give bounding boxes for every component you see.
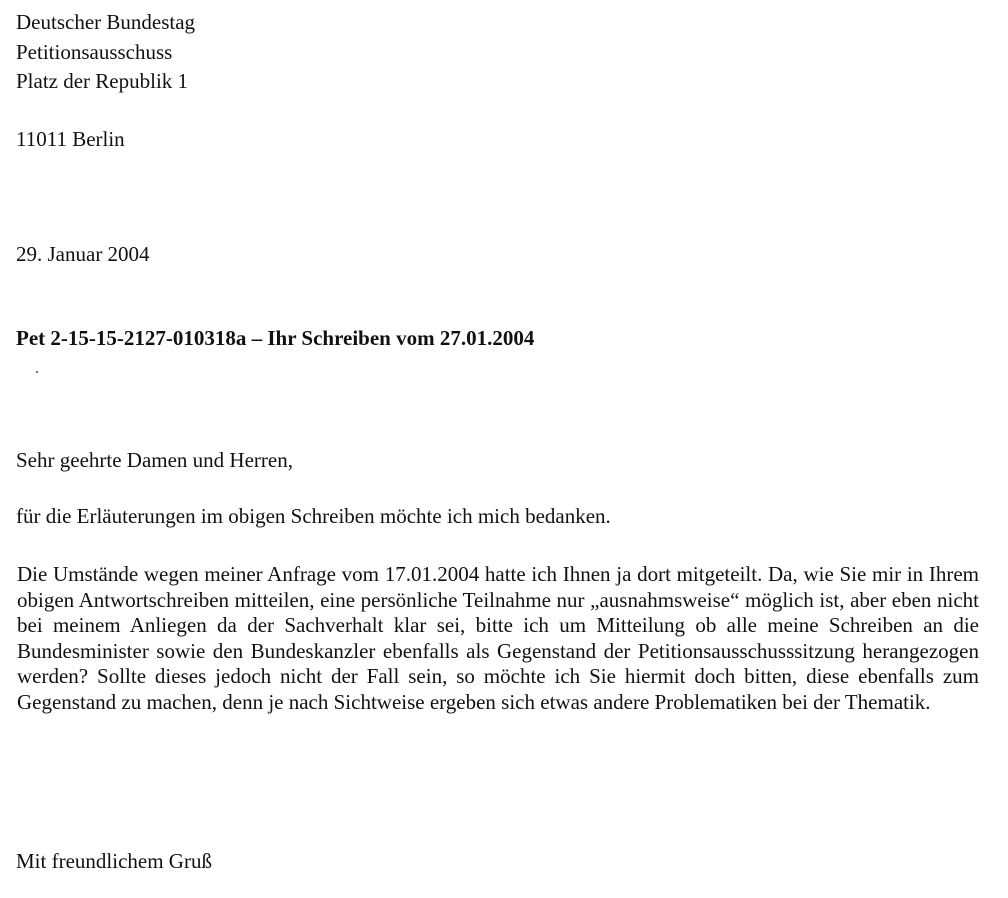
paragraph-request: Die Umstände wegen meiner Anfrage vom 17.01.2004 hatte ich Ihnen ja dort mitgeteilt. Da, wie Sie mir in Ihrem obigen Antwortschreiben mitteilen, eine persönliche Teilnahme nur „ausnahmsweise“ möglich ist, aber eben nicht bei meinem Anliegen da der Sachverhalt klar sei, bitte ich um Mitteilung ob alle meine Schreiben an die Bundesminister sowie den Bundeskanzler ebenfalls als Gegenstand der Petitionsausschusssitzung herangezogen werden? Sollte dieses jedoch nicht der Fall sein, so möchte ich Sie hiermit doch bitten, diese ebenfalls zum Gegenstand zu machen, denn je nach Sichtweise ergeben sich etwas andere Problematiken bei der Thematik. bbox=[17, 562, 979, 714]
recipient-city: 11011 Berlin bbox=[16, 127, 125, 151]
closing: Mit freundlichem Gruß bbox=[16, 849, 212, 873]
letter-date: 29. Januar 2004 bbox=[16, 242, 150, 266]
recipient-street: Platz der Republik 1 bbox=[16, 69, 189, 93]
letter-subject: Pet 2-15-15-2127-010318a – Ihr Schreiben vom 27.01.2004 bbox=[16, 326, 535, 350]
scan-speck bbox=[36, 371, 38, 373]
recipient-name: Deutscher Bundestag bbox=[16, 10, 196, 34]
paragraph-thanks: für die Erläuterungen im obigen Schreiben möchte ich mich bedanken. bbox=[16, 504, 611, 528]
salutation: Sehr geehrte Damen und Herren, bbox=[16, 448, 293, 472]
recipient-department: Petitionsausschuss bbox=[16, 40, 173, 64]
